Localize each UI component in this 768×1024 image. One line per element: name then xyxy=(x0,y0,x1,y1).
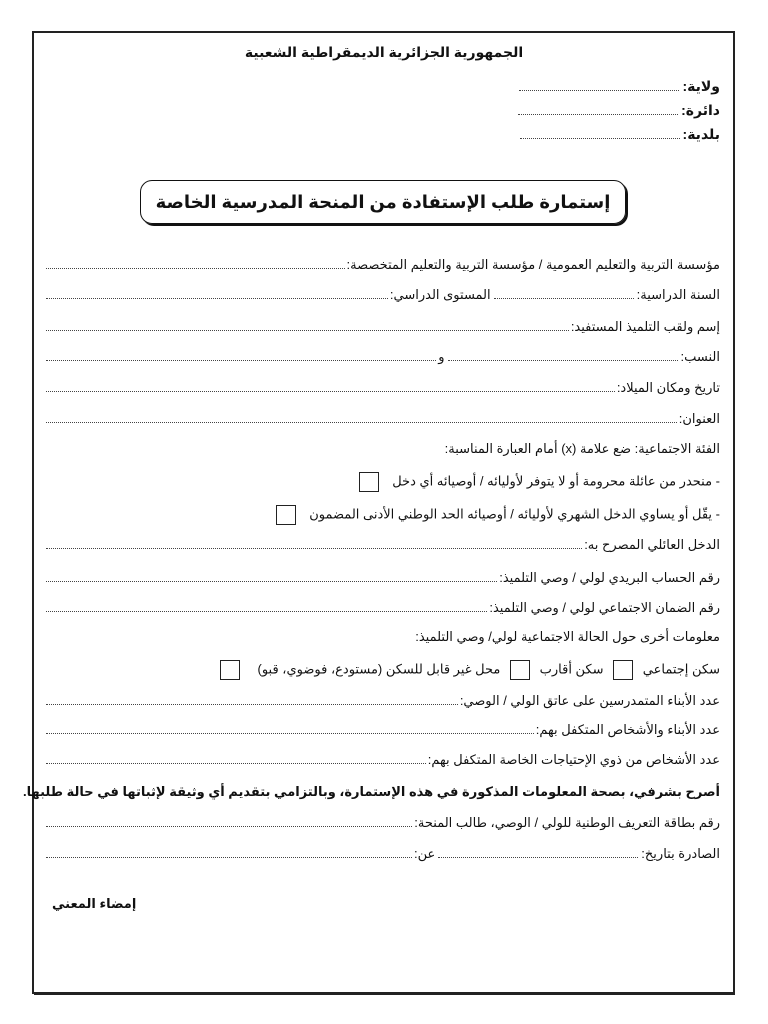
school-year-label: السنة الدراسية: xyxy=(636,287,720,302)
special-needs-label: عدد الأشخاص من ذوي الإحتياجات الخاصة المتكفل بهم: xyxy=(427,752,720,767)
option2-row xyxy=(270,505,720,525)
children-schooled-label: عدد الأبناء المتمدرسين على عاتق الولي / الوصي: xyxy=(459,693,720,708)
wilaya-field[interactable] xyxy=(516,78,720,95)
daira-field[interactable] xyxy=(515,102,720,119)
address-dots xyxy=(46,412,677,423)
housing-social-label: سكن إجتماعي xyxy=(642,661,720,677)
lineage-dots-1 xyxy=(448,350,678,361)
postal-account-label: رقم الحساب البريدي لولي / وصي التلميذ: xyxy=(499,570,720,585)
issued-by-dots xyxy=(46,847,412,858)
lineage-field[interactable] xyxy=(44,349,720,365)
school-year-dots xyxy=(494,288,634,299)
baladia-label: بلدية: xyxy=(682,126,720,142)
issued-row[interactable] xyxy=(44,846,720,862)
institution-field[interactable] xyxy=(44,257,720,273)
social-category-label: الفئة الاجتماعية: ضع علامة (x) أمام العبارة المناسبة: xyxy=(444,441,720,456)
children-schooled-field[interactable] xyxy=(44,693,720,709)
housing-social-checkbox[interactable] xyxy=(613,660,633,680)
signature-label: إمضاء المعني xyxy=(52,896,137,911)
republic-header: الجمهورية الجزائرية الديمقراطية الشعبية xyxy=(244,44,524,60)
housing-row xyxy=(214,660,720,680)
declaration-text: أصرح بشرفي، بصحة المعلومات المذكورة في هذه الإستمارة، وبالتزامي بتقديم أي وثيقة لإثباتها في حالة طلبها. xyxy=(23,784,720,799)
housing-relatives-label: سكن أقارب xyxy=(539,661,604,677)
housing-unfit-checkbox[interactable] xyxy=(220,660,240,680)
address-field[interactable] xyxy=(44,411,720,427)
other-info-label: معلومات أخرى حول الحالة الاجتماعية لولي/ وصي التلميذ: xyxy=(415,629,720,644)
baladia-dots xyxy=(520,128,680,139)
family-income-dots xyxy=(46,538,582,549)
children-schooled-dots xyxy=(46,694,458,705)
institution-dots xyxy=(46,258,345,269)
birth-field[interactable] xyxy=(44,380,720,396)
option1-checkbox[interactable] xyxy=(359,472,379,492)
social-security-dots xyxy=(46,601,487,612)
daira-dots xyxy=(518,104,678,115)
id-card-dots xyxy=(46,816,412,827)
dependents-dots xyxy=(46,723,534,734)
postal-account-dots xyxy=(46,571,497,582)
daira-label: دائرة: xyxy=(681,102,720,118)
lineage-dots-2 xyxy=(46,350,436,361)
id-card-field[interactable] xyxy=(44,815,720,831)
option2-label: - يقّل أو يساوي الدخل الشهري لأوليائه / أوصيائه الحد الوطني الأدنى المضمون xyxy=(309,506,720,522)
social-security-field[interactable] xyxy=(44,600,720,616)
special-needs-field[interactable] xyxy=(44,752,720,768)
lineage-label: النسب: xyxy=(680,349,720,364)
issued-date-label: الصادرة بتاريخ: xyxy=(641,846,720,861)
dependents-label: عدد الأبناء والأشخاص المتكفل بهم: xyxy=(535,722,720,737)
family-income-label: الدخل العائلي المصرح به: xyxy=(584,537,720,552)
lineage-and: و xyxy=(438,349,445,364)
form-title xyxy=(140,180,626,224)
birth-label: تاريخ ومكان الميلاد: xyxy=(616,380,720,395)
issued-date-dots xyxy=(438,847,638,858)
level-label: المستوى الدراسي: xyxy=(389,287,491,302)
id-card-label: رقم بطاقة التعريف الوطنية للولي / الوصي، طالب المنحة: xyxy=(414,815,720,830)
level-dots xyxy=(46,288,388,299)
wilaya-dots xyxy=(519,80,679,91)
option2-checkbox[interactable] xyxy=(276,505,296,525)
student-name-label: إسم ولقب التلميذ المستفيد: xyxy=(570,319,720,334)
baladia-field[interactable] xyxy=(517,126,720,143)
student-name-field[interactable] xyxy=(44,319,720,335)
form-title-text: إستمارة طلب الإستفادة من المنحة المدرسية الخاصة xyxy=(155,191,611,212)
option1-label: - منحدر من عائلة محرومة أو لا يتوفر لأوليائه / أوصيائه أي دخل xyxy=(392,473,720,489)
option1-row xyxy=(353,472,720,492)
social-security-label: رقم الضمان الاجتماعي لولي / وصي التلميذ: xyxy=(489,600,720,615)
institution-label: مؤسسة التربية والتعليم العمومية / مؤسسة التربية والتعليم المتخصصة: xyxy=(346,257,720,272)
form-border-shadow xyxy=(34,991,735,995)
special-needs-dots xyxy=(46,753,426,764)
issued-by-label: عن: xyxy=(414,846,436,861)
school-year-row[interactable] xyxy=(44,287,720,303)
housing-relatives-checkbox[interactable] xyxy=(510,660,530,680)
family-income-field[interactable] xyxy=(44,537,720,553)
postal-account-field[interactable] xyxy=(44,570,720,586)
housing-unfit-label: محل غير قابل للسكن (مستودع، فوضوي، قبو) xyxy=(257,661,501,677)
dependents-field[interactable] xyxy=(44,722,720,738)
address-label: العنوان: xyxy=(678,411,720,426)
wilaya-label: ولاية: xyxy=(682,78,720,94)
student-name-dots xyxy=(46,320,569,331)
birth-dots xyxy=(46,381,615,392)
